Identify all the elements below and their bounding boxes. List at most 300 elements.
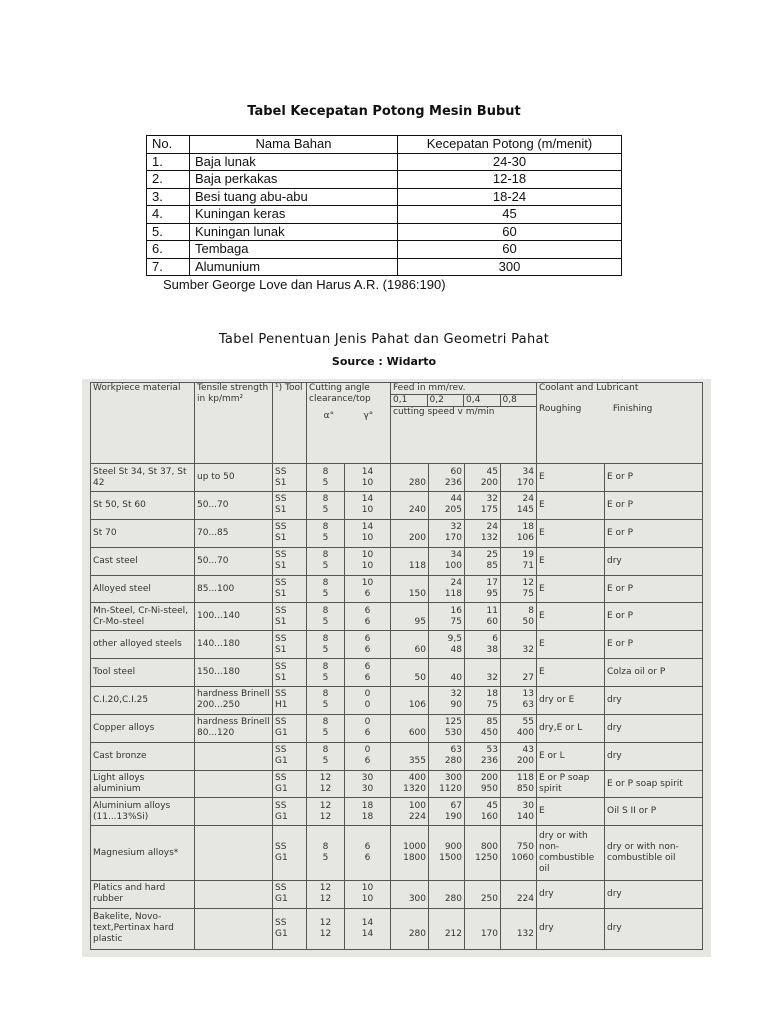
- speed-feed-08-line: 63: [522, 700, 534, 711]
- top-angle-line: 6: [364, 633, 371, 644]
- cutting-speed-table: [146, 135, 622, 276]
- speed-feed-02-line: 530: [444, 728, 462, 739]
- clearance-angle-line: 5: [322, 853, 329, 864]
- clearance-angle: [307, 631, 345, 659]
- speed-feed-08: [501, 519, 537, 547]
- row-no: 7.: [147, 258, 190, 276]
- speed-feed-02-line: 44: [450, 494, 462, 505]
- tool-type-line: SS: [275, 633, 287, 644]
- speed-feed-01-line: [393, 717, 426, 728]
- tensile-strength: [195, 880, 273, 908]
- clearance-angle-line: 5: [322, 672, 329, 683]
- workpiece-material: St 70: [91, 519, 195, 547]
- speed-feed-08-line: 8: [528, 605, 534, 616]
- tool-type-line: H1: [275, 700, 288, 711]
- clearance-angle: [307, 798, 345, 826]
- tool-type-line: SS: [275, 494, 287, 505]
- clearance-angle-line: 5: [322, 589, 329, 600]
- speed-feed-02: [429, 547, 465, 575]
- tool-type-line: S1: [275, 644, 287, 655]
- speed-feed-02: [429, 519, 465, 547]
- top-angle: [345, 464, 391, 492]
- table1-row: [147, 188, 622, 206]
- tool-type-line: SS: [275, 550, 287, 561]
- tensile-strength: [195, 826, 273, 881]
- speed-feed-02: [429, 714, 465, 742]
- tool-type-line: SS: [275, 661, 287, 672]
- top-angle: [345, 603, 391, 631]
- workpiece-material: C.I.20,C.I.25: [91, 687, 195, 715]
- top-angle-line: 0: [364, 689, 371, 700]
- top-angle: [345, 492, 391, 520]
- clearance-angle-line: 5: [322, 505, 329, 516]
- speed-feed-08-line: 850: [516, 784, 534, 795]
- coolant-finishing: E or P soap spirit: [605, 770, 703, 798]
- workpiece-material: Magnesium alloys*: [91, 826, 195, 881]
- coolant-finishing: E or P: [605, 492, 703, 520]
- speed-feed-04-line: 250: [480, 894, 498, 905]
- top-angle-line: 10: [361, 561, 374, 572]
- roughing-label: Roughing: [539, 404, 582, 414]
- tool-type: [273, 742, 307, 770]
- speed-feed-02: [429, 464, 465, 492]
- tensile-strength: 50...70: [195, 492, 273, 520]
- speed-feed-08: [501, 464, 537, 492]
- table2-row: [91, 631, 703, 659]
- speed-feed-04-line: 132: [480, 533, 498, 544]
- speed-feed-01: [391, 742, 429, 770]
- top-angle: [345, 742, 391, 770]
- speed-feed-01-line: [393, 918, 426, 929]
- speed-feed-04: [465, 770, 501, 798]
- clearance-angle-line: 8: [322, 466, 329, 477]
- tool-type-line: G1: [275, 811, 288, 822]
- clearance-angle: [307, 519, 345, 547]
- speed-feed-02-line: [431, 918, 462, 929]
- top-angle-line: 0: [364, 700, 371, 711]
- row-material: Kuningan lunak: [190, 223, 398, 241]
- table1-row: [147, 258, 622, 276]
- clearance-angle-line: 5: [322, 616, 329, 627]
- tool-type: [273, 908, 307, 949]
- speed-feed-08-line: 32: [522, 644, 534, 655]
- table1-row: [147, 223, 622, 241]
- clearance-angle-line: 5: [322, 561, 329, 572]
- speed-feed-08-line: 12: [522, 578, 534, 589]
- clearance-angle-line: 12: [319, 773, 332, 784]
- speed-feed-01: [391, 770, 429, 798]
- speed-feed-08-line: [503, 634, 534, 645]
- speed-feed-02-line: 100: [444, 561, 462, 572]
- speed-feed-02-line: 90: [450, 700, 462, 711]
- tool-type-line: S1: [275, 672, 287, 683]
- table1-header-row: [147, 136, 622, 154]
- tool-type-line: SS: [275, 578, 287, 589]
- speed-feed-01-line: [393, 634, 426, 645]
- clearance-angle-line: 8: [322, 689, 329, 700]
- tool-type: [273, 687, 307, 715]
- tool-type-line: G1: [275, 853, 288, 864]
- coolant-finishing: E or P: [605, 631, 703, 659]
- workpiece-material: Mn-Steel, Cr-Ni-steel, Cr-Mo-steel: [91, 603, 195, 631]
- top-angle: [345, 575, 391, 603]
- speed-feed-01-line: 280: [408, 477, 426, 488]
- speed-feed-01: [391, 826, 429, 881]
- speed-feed-02: [429, 575, 465, 603]
- speed-feed-04: [465, 519, 501, 547]
- speed-feed-04: [465, 603, 501, 631]
- top-angle-line: 14: [361, 928, 374, 939]
- speed-feed-04-line: 95: [486, 589, 498, 600]
- speed-feed-01-line: 1800: [403, 853, 426, 864]
- row-material: Besi tuang abu-abu: [190, 188, 398, 206]
- row-material: Kuningan keras: [190, 206, 398, 224]
- tool-type-line: G1: [275, 784, 288, 795]
- speed-feed-01-line: 100: [408, 800, 426, 811]
- coolant-finishing: dry: [605, 714, 703, 742]
- clearance-angle-line: 8: [322, 605, 329, 616]
- tool-type-line: SS: [275, 800, 287, 811]
- clearance-angle-line: 8: [322, 578, 329, 589]
- tool-type-line: SS: [275, 842, 287, 853]
- table1-row: [147, 171, 622, 189]
- top-angle-line: 30: [361, 784, 374, 795]
- tensile-strength: 85...100: [195, 575, 273, 603]
- clearance-angle: [307, 575, 345, 603]
- speed-feed-02-line: 32: [450, 522, 462, 533]
- speed-feed-04-line: 24: [486, 522, 498, 533]
- speed-feed-02: [429, 492, 465, 520]
- speed-feed-04: [465, 464, 501, 492]
- clearance-angle-line: 12: [319, 917, 332, 928]
- clearance-angle-line: 12: [319, 883, 332, 894]
- clearance-angle-line: 8: [322, 842, 329, 853]
- speed-feed-01-line: 150: [408, 589, 426, 600]
- speed-feed-02-line: [431, 883, 462, 894]
- gamma-label: γ°: [363, 411, 374, 421]
- speed-feed-08-line: 34: [522, 466, 534, 477]
- row-material: Tembaga: [190, 241, 398, 259]
- table2-row: [91, 659, 703, 687]
- speed-feed-02: [429, 603, 465, 631]
- clearance-angle: [307, 826, 345, 881]
- clearance-angle: [307, 464, 345, 492]
- feed-02: 0,2: [428, 395, 465, 406]
- workpiece-material: Cast bronze: [91, 742, 195, 770]
- top-angle-line: 10: [361, 477, 374, 488]
- speed-feed-04-line: [467, 883, 498, 894]
- tool-geometry-table: [90, 382, 703, 950]
- coolant-roughing: dry or with non-combustible oil: [537, 826, 605, 881]
- speed-feed-08: [501, 770, 537, 798]
- coolant-finishing: dry: [605, 687, 703, 715]
- tool-type-line: S1: [275, 477, 287, 488]
- top-angle: [345, 631, 391, 659]
- tool-type: [273, 659, 307, 687]
- clearance-angle-line: 8: [322, 550, 329, 561]
- clearance-angle-line: 8: [322, 494, 329, 505]
- speed-feed-02-line: 280: [444, 756, 462, 767]
- tool-type: [273, 798, 307, 826]
- row-material: Baja lunak: [190, 153, 398, 171]
- header-angle: [307, 383, 391, 464]
- row-no: 1.: [147, 153, 190, 171]
- speed-feed-02: [429, 687, 465, 715]
- speed-feed-08-line: 30: [522, 800, 534, 811]
- speed-feed-01-line: 1320: [403, 784, 426, 795]
- clearance-angle-line: 12: [319, 894, 332, 905]
- clearance-angle-line: 8: [322, 745, 329, 756]
- coolant-roughing: E: [537, 519, 605, 547]
- speed-feed-08: [501, 880, 537, 908]
- speed-feed-04: [465, 547, 501, 575]
- tool-type-line: SS: [275, 466, 287, 477]
- tensile-strength: 140...180: [195, 631, 273, 659]
- speed-feed-01-line: [393, 883, 426, 894]
- speed-feed-08-line: 200: [516, 756, 534, 767]
- tool-type: [273, 464, 307, 492]
- clearance-angle-line: 5: [322, 477, 329, 488]
- top-angle-line: 0: [364, 717, 371, 728]
- table2-title: Tabel Penentuan Jenis Pahat dan Geometri Pahat: [218, 332, 550, 347]
- top-angle-line: 10: [361, 578, 374, 589]
- top-angle-line: 10: [361, 894, 374, 905]
- table2-row: [91, 742, 703, 770]
- row-speed: 12-18: [398, 171, 622, 189]
- speed-feed-08-line: 50: [522, 616, 534, 627]
- top-angle: [345, 547, 391, 575]
- tool-type: [273, 519, 307, 547]
- tensile-strength: 100...140: [195, 603, 273, 631]
- coolant-finishing: Oil S II or P: [605, 798, 703, 826]
- coolant-finishing: E or P: [605, 519, 703, 547]
- speed-feed-02-line: [431, 662, 462, 673]
- row-speed: 300: [398, 258, 622, 276]
- header-coolant: [537, 383, 703, 464]
- table2-source: Source : Widarto: [331, 355, 437, 368]
- workpiece-material: St 50, St 60: [91, 492, 195, 520]
- speed-feed-04-line: 160: [480, 811, 498, 822]
- coolant-finishing: dry: [605, 880, 703, 908]
- coolant-roughing: dry or E: [537, 687, 605, 715]
- coolant-roughing: E: [537, 575, 605, 603]
- speed-feed-01: [391, 880, 429, 908]
- coolant-roughing: E or L: [537, 742, 605, 770]
- top-angle-line: 14: [361, 917, 374, 928]
- tool-type: [273, 826, 307, 881]
- coolant-label: Coolant and Lubricant: [539, 383, 639, 393]
- speed-feed-08-line: [503, 662, 534, 673]
- speed-feed-02-line: 205: [444, 505, 462, 516]
- speed-feed-01-line: 200: [408, 533, 426, 544]
- speed-feed-02-line: 60: [450, 466, 462, 477]
- speed-feed-04: [465, 714, 501, 742]
- speed-feed-08-line: 170: [516, 477, 534, 488]
- feed-01: 0,1: [391, 395, 428, 406]
- top-angle: [345, 826, 391, 881]
- speed-feed-08: [501, 798, 537, 826]
- speed-feed-01-line: [393, 578, 426, 589]
- speed-feed-04: [465, 631, 501, 659]
- tool-type: [273, 547, 307, 575]
- table2-header-row: [91, 383, 703, 464]
- speed-feed-04: [465, 659, 501, 687]
- speed-feed-02-line: 67: [450, 800, 462, 811]
- speed-feed-01: [391, 908, 429, 949]
- speed-feed-01-line: [393, 522, 426, 533]
- speed-feed-01: [391, 798, 429, 826]
- speed-feed-02-line: 170: [444, 533, 462, 544]
- header-no: No.: [147, 136, 190, 154]
- speed-feed-04-line: 45: [486, 800, 498, 811]
- tool-type: [273, 631, 307, 659]
- coolant-roughing: dry,E or L: [537, 714, 605, 742]
- tool-type: [273, 770, 307, 798]
- workpiece-material: Bakelite, Novo-text,Pertinax hard plastic: [91, 908, 195, 949]
- speed-feed-04-line: 800: [480, 842, 498, 853]
- speed-feed-02: [429, 826, 465, 881]
- speed-feed-04: [465, 826, 501, 881]
- speed-feed-01-line: [393, 689, 426, 700]
- tensile-strength: hardness Brinell 80...120: [195, 714, 273, 742]
- feed-08: 0,8: [502, 395, 517, 405]
- table2-row: [91, 687, 703, 715]
- table2-row: [91, 798, 703, 826]
- top-angle-line: 6: [364, 728, 371, 739]
- top-angle-line: 6: [364, 644, 371, 655]
- speed-feed-08: [501, 492, 537, 520]
- tool-type: [273, 880, 307, 908]
- top-angle-line: 6: [364, 672, 371, 683]
- speed-feed-01-line: 400: [408, 773, 426, 784]
- speed-feed-02-line: 40: [450, 672, 462, 683]
- speed-feed-08: [501, 687, 537, 715]
- speed-feed-04-line: [467, 918, 498, 929]
- tensile-strength: 70...85: [195, 519, 273, 547]
- speed-feed-01-line: 224: [408, 811, 426, 822]
- speed-feed-01-line: 95: [414, 616, 426, 627]
- alpha-label: α°: [323, 411, 335, 421]
- tool-type-line: S1: [275, 561, 287, 572]
- coolant-roughing: E: [537, 631, 605, 659]
- row-no: 3.: [147, 188, 190, 206]
- speed-feed-08-line: 400: [516, 728, 534, 739]
- tool-type-line: SS: [275, 917, 287, 928]
- tool-type: [273, 603, 307, 631]
- speed-feed-02-line: 1500: [439, 853, 462, 864]
- clearance-angle: [307, 742, 345, 770]
- table2-row: [91, 464, 703, 492]
- row-no: 5.: [147, 223, 190, 241]
- row-no: 4.: [147, 206, 190, 224]
- row-no: 2.: [147, 171, 190, 189]
- speed-feed-02-line: 63: [450, 745, 462, 756]
- speed-feed-04: [465, 742, 501, 770]
- header-material: Nama Bahan: [190, 136, 398, 154]
- coolant-finishing: E or P: [605, 575, 703, 603]
- top-angle-line: 6: [364, 589, 371, 600]
- speed-feed-02: [429, 880, 465, 908]
- speed-feed-08-line: 145: [516, 505, 534, 516]
- speed-feed-08: [501, 826, 537, 881]
- speed-feed-01: [391, 492, 429, 520]
- tensile-strength: [195, 742, 273, 770]
- speed-feed-01-line: 106: [408, 700, 426, 711]
- row-speed: 45: [398, 206, 622, 224]
- top-angle-line: 6: [364, 756, 371, 767]
- speed-feed-01-line: 600: [408, 728, 426, 739]
- speed-feed-01: [391, 464, 429, 492]
- speed-feed-02: [429, 659, 465, 687]
- speed-feed-04-line: 85: [486, 561, 498, 572]
- top-angle-line: 14: [361, 466, 374, 477]
- speed-feed-08-line: 55: [522, 717, 534, 728]
- speed-feed-08: [501, 575, 537, 603]
- coolant-roughing: E: [537, 547, 605, 575]
- clearance-angle-line: 8: [322, 522, 329, 533]
- speed-feed-08-line: 224: [516, 894, 534, 905]
- speed-feed-08-line: 1060: [511, 853, 534, 864]
- speed-feed-08-line: 71: [522, 561, 534, 572]
- table1-source: Sumber George Love dan Harus A.R. (1986:190): [163, 277, 446, 292]
- top-angle: [345, 908, 391, 949]
- top-angle-line: 18: [361, 811, 374, 822]
- coolant-roughing: E: [537, 659, 605, 687]
- top-angle-line: 10: [361, 505, 374, 516]
- coolant-finishing: Colza oil or P: [605, 659, 703, 687]
- speed-feed-01-line: 60: [414, 644, 426, 655]
- speed-feed-01: [391, 603, 429, 631]
- coolant-roughing: dry: [537, 908, 605, 949]
- tool-type-line: SS: [275, 883, 287, 894]
- speed-feed-02-line: 190: [444, 811, 462, 822]
- table2-row: [91, 714, 703, 742]
- speed-feed-02-line: 16: [450, 605, 462, 616]
- speed-feed-08-line: 140: [516, 811, 534, 822]
- speed-feed-04: [465, 575, 501, 603]
- speed-feed-02: [429, 798, 465, 826]
- top-angle: [345, 659, 391, 687]
- speed-feed-08: [501, 631, 537, 659]
- top-angle-line: 0: [364, 745, 371, 756]
- tool-type-line: G1: [275, 756, 288, 767]
- speed-feed-08-line: 106: [516, 533, 534, 544]
- speed-feed-08: [501, 547, 537, 575]
- speed-feed-04-line: 85: [486, 717, 498, 728]
- coolant-finishing: E or P: [605, 603, 703, 631]
- speed-feed-01-line: 300: [408, 894, 426, 905]
- coolant-finishing: dry: [605, 908, 703, 949]
- header-tool: ¹) Tool: [273, 383, 307, 464]
- table2-row: [91, 908, 703, 949]
- table2-row: [91, 492, 703, 520]
- speed-feed-04-line: 32: [486, 494, 498, 505]
- clearance-angle: [307, 492, 345, 520]
- speed-feed-01-line: 280: [408, 928, 426, 939]
- top-angle-line: 6: [364, 616, 371, 627]
- speed-feed-08-line: 24: [522, 494, 534, 505]
- table2-row: [91, 603, 703, 631]
- top-angle-line: 14: [361, 494, 374, 505]
- clearance-angle: [307, 880, 345, 908]
- tool-type-line: S1: [275, 589, 287, 600]
- speed-feed-01: [391, 714, 429, 742]
- top-angle: [345, 770, 391, 798]
- tensile-strength: 50...70: [195, 547, 273, 575]
- tensile-strength: up to 50: [195, 464, 273, 492]
- speed-feed-01-line: [393, 606, 426, 617]
- clearance-angle: [307, 687, 345, 715]
